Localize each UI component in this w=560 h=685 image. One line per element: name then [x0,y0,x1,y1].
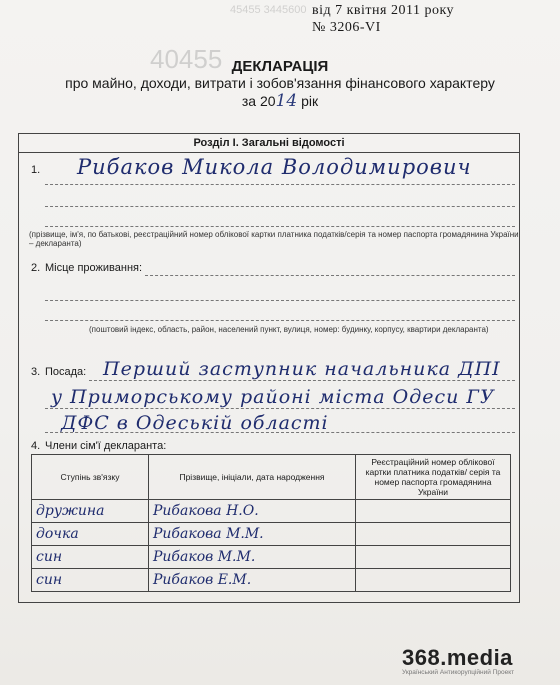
name-line-3 [45,226,515,227]
position-underline-2 [45,408,515,409]
id-cell [356,569,511,592]
table-row [32,523,511,546]
bleed-through-number: 40455 [150,44,223,74]
declarant-name: Рибаков Микола Володимирович [77,155,472,179]
field-1-hint: (прізвище, ім'я, по батькові, реєстраційний номер облікової картки платника податків/серія та номер паспорта громадянина України – декларанта) [29,230,519,248]
watermark-tagline: Український Антикорупційний Проект [402,669,515,676]
residence-line-3 [45,320,515,321]
field-2-number: 2. [31,262,41,274]
document-title: ДЕКЛАРАЦІЯ [231,58,329,75]
table-row [32,500,511,523]
residence-line-1 [145,275,515,276]
document-subtitle: про майно, доходи, витрати і зобов'язання фінансового характеру [65,75,495,91]
name-underline [45,184,515,185]
family-members-table [31,454,511,592]
member-name-cell: Рибаков Е.М. [149,569,356,592]
year-prefix: за 20 [241,93,276,109]
position-underline-3 [45,432,515,433]
field-2-label: Місце проживання: [45,262,143,274]
position-line-1: Перший заступник начальника ДПІ [103,358,501,380]
site-watermark [402,645,554,676]
id-cell [356,500,511,523]
brand-media: media [446,645,513,670]
year-suffix: рік [301,93,319,109]
law-date: від 7 квітня 2011 року [312,3,455,18]
field-1-number: 1. [31,164,41,176]
field-3-label: Посада: [45,366,87,378]
bleed-through-row: 45455 3445600 [230,4,307,16]
col-name-header: Прізвище, ініціали, дата народження [149,455,356,500]
law-number: № 3206-VI [312,20,381,35]
member-name-cell: Рибаков М.М. [149,546,356,569]
document-year-line [0,91,560,111]
field-3-number: 3. [31,366,41,378]
member-name-cell: Рибакова М.М. [149,523,356,546]
watermark-brand [402,645,554,671]
position-line-3: ДФС в Одеській області [61,412,329,434]
brand-number: 368. [402,645,447,670]
section-heading: Розділ І. Загальні відомості [19,134,519,153]
table-header-row [32,455,511,500]
table-row [32,546,511,569]
position-line-2: у Приморському районі міста Одеси ГУ [51,386,495,408]
law-reference [312,2,552,36]
relation-cell: син [32,569,149,592]
field-4-number: 4. [31,440,41,452]
name-line-2 [45,206,515,207]
residence-line-2 [45,300,515,301]
col-id-header: Реєстраційний номер облікової картки платника податків/ серія та номер паспорта громадянина України [356,455,511,500]
table-row [32,569,511,592]
member-name-cell: Рибакова Н.О. [149,500,356,523]
field-4-label: Члени сім'ї декларанта: [45,440,167,452]
relation-cell: син [32,546,149,569]
relation-cell: дружина [32,500,149,523]
field-2-hint: (поштовий індекс, область, район, населений пункт, вулиця, номер: будинку, корпусу, квартири декларанта) [89,325,489,334]
col-relation-header: Ступінь зв'язку [32,455,149,500]
year-handwritten: 14 [275,91,298,111]
id-cell [356,546,511,569]
section-1-frame [18,133,520,603]
position-underline-1 [89,380,515,381]
relation-cell: дочка [32,523,149,546]
id-cell [356,523,511,546]
